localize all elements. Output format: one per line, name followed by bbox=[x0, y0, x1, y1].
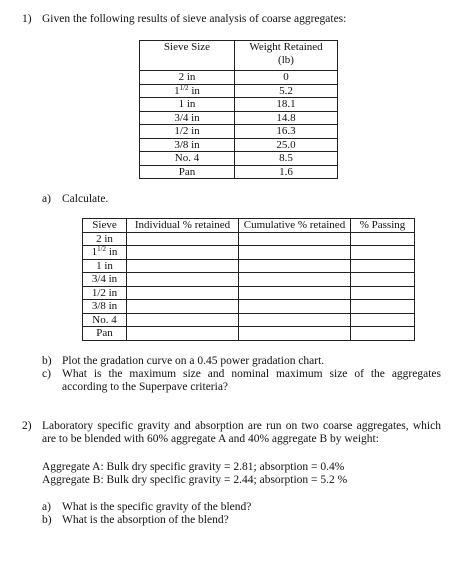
header-percent-passing: % Passing bbox=[351, 219, 415, 233]
header-cumulative-retained: Cumulative % retained bbox=[239, 219, 351, 233]
q1b-text: Plot the gradation curve on a 0.45 power gradation chart. bbox=[62, 355, 325, 367]
sieve-cell bbox=[83, 300, 127, 314]
percent-passing-cell[interactable] bbox=[351, 286, 415, 300]
aggregate-b-line: Aggregate B: Bulk dry specific gravity = 2.44; absorption = 5.2 % bbox=[42, 474, 348, 486]
weight-retained-cell: 5.2 bbox=[235, 84, 338, 98]
table-row bbox=[140, 165, 338, 179]
sieve-size-text: 1 bbox=[91, 246, 98, 258]
weight-retained-cell: 25.0 bbox=[235, 138, 338, 152]
sieve-size-text: 1/2 in bbox=[174, 125, 200, 137]
cumulative-retained-cell[interactable] bbox=[239, 327, 351, 341]
table-row bbox=[140, 84, 338, 98]
q1-prompt: Given the following results of sieve analysis of coarse aggregates: bbox=[42, 13, 347, 25]
table-row bbox=[83, 313, 415, 327]
weight-retained-cell: 0 bbox=[235, 71, 338, 85]
percent-passing-cell[interactable] bbox=[351, 273, 415, 287]
sieve-cell bbox=[83, 286, 127, 300]
sieve-analysis-table bbox=[139, 40, 338, 179]
table-row bbox=[83, 246, 415, 260]
weight-retained-cell: 1.6 bbox=[235, 165, 338, 179]
cumulative-retained-cell[interactable] bbox=[239, 259, 351, 273]
sieve-size-text: 3/4 in bbox=[91, 273, 118, 285]
q1-number: 1) bbox=[22, 13, 32, 25]
sieve-size-text: 1 bbox=[174, 84, 180, 97]
weight-retained-cell: 14.8 bbox=[235, 111, 338, 125]
sieve-size-cell bbox=[140, 84, 235, 98]
table-row bbox=[83, 300, 415, 314]
individual-retained-cell[interactable] bbox=[127, 232, 239, 246]
sieve-cell bbox=[83, 246, 127, 260]
sieve-cell bbox=[83, 232, 127, 246]
sieve-size-cell bbox=[140, 125, 235, 139]
sieve-unit-text: in bbox=[106, 246, 118, 258]
sieve-size-text: 2 in bbox=[96, 232, 113, 245]
sieve-size-text: 1 in bbox=[178, 98, 196, 110]
sieve-size-text: Pan bbox=[178, 165, 196, 178]
q2b-text: What is the absorption of the blend? bbox=[62, 514, 229, 526]
q2a-text: What is the specific gravity of the blend? bbox=[62, 501, 252, 513]
table-row bbox=[140, 152, 338, 166]
q2b-label: b) bbox=[42, 514, 52, 526]
sieve-size-cell bbox=[140, 71, 235, 85]
sieve-cell bbox=[83, 313, 127, 327]
cumulative-retained-cell[interactable] bbox=[239, 313, 351, 327]
sieve-size-cell bbox=[140, 98, 235, 112]
table-row bbox=[140, 125, 338, 139]
table-row bbox=[140, 111, 338, 125]
percent-passing-cell[interactable] bbox=[351, 327, 415, 341]
header-weight-label: Weight Retained bbox=[249, 41, 323, 53]
cumulative-retained-cell[interactable] bbox=[239, 273, 351, 287]
table-row bbox=[83, 259, 415, 273]
cumulative-retained-cell[interactable] bbox=[239, 232, 351, 246]
cumulative-retained-cell[interactable] bbox=[239, 286, 351, 300]
header-sieve-size: Sieve Size bbox=[140, 41, 235, 71]
q2a-label: a) bbox=[42, 501, 51, 513]
sieve-size-text: Pan bbox=[96, 327, 113, 339]
sieve-cell bbox=[83, 259, 127, 273]
individual-retained-cell[interactable] bbox=[127, 273, 239, 287]
sieve-size-text: 3/8 in bbox=[91, 300, 118, 312]
header-weight-retained bbox=[235, 41, 338, 71]
sieve-size-text: No. 4 bbox=[174, 152, 200, 164]
sieve-size-cell bbox=[140, 165, 235, 179]
cumulative-retained-cell[interactable] bbox=[239, 300, 351, 314]
sieve-unit-text: in bbox=[188, 84, 200, 97]
q1c-label: c) bbox=[42, 368, 51, 380]
header-individual-retained: Individual % retained bbox=[127, 219, 239, 233]
table-header-row bbox=[83, 219, 415, 233]
individual-retained-cell[interactable] bbox=[127, 300, 239, 314]
sieve-size-cell bbox=[140, 152, 235, 166]
weight-retained-cell: 16.3 bbox=[235, 125, 338, 139]
q1b-label: b) bbox=[42, 355, 52, 367]
weight-retained-cell: 18.1 bbox=[235, 98, 338, 112]
percent-passing-cell[interactable] bbox=[351, 313, 415, 327]
percent-passing-cell[interactable] bbox=[351, 259, 415, 273]
calculation-table bbox=[82, 218, 415, 341]
sieve-size-text: 3/8 in bbox=[174, 138, 200, 151]
table-row bbox=[83, 286, 415, 300]
sieve-size-text: No. 4 bbox=[92, 313, 117, 326]
table-row bbox=[83, 232, 415, 246]
q2-prompt: Laboratory specific gravity and absorption are run on two coarse aggregates, which are to be blended with 60% aggregate A and 40% aggregate B by weight: bbox=[42, 420, 441, 445]
sieve-size-cell bbox=[140, 111, 235, 125]
sieve-size-cell bbox=[140, 138, 235, 152]
sieve-cell bbox=[83, 327, 127, 341]
q1c-text: What is the maximum size and nominal maximum size of the aggregates according to the Superpave criteria? bbox=[62, 368, 441, 393]
individual-retained-cell[interactable] bbox=[127, 246, 239, 260]
sieve-size-text: 1/2 in bbox=[91, 286, 118, 299]
cumulative-retained-cell[interactable] bbox=[239, 246, 351, 260]
individual-retained-cell[interactable] bbox=[127, 313, 239, 327]
sieve-cell bbox=[83, 273, 127, 287]
percent-passing-cell[interactable] bbox=[351, 246, 415, 260]
individual-retained-cell[interactable] bbox=[127, 259, 239, 273]
header-sieve: Sieve bbox=[83, 219, 127, 233]
individual-retained-cell[interactable] bbox=[127, 286, 239, 300]
sieve-fraction-text: 1/2 bbox=[179, 83, 189, 92]
sieve-size-text: 3/4 in bbox=[174, 111, 200, 124]
table-header-row bbox=[140, 41, 338, 71]
sieve-size-text: 2 in bbox=[178, 71, 196, 83]
weight-retained-cell: 8.5 bbox=[235, 152, 338, 166]
q1a-label: a) bbox=[42, 193, 51, 205]
q2-number: 2) bbox=[22, 420, 32, 432]
percent-passing-cell[interactable] bbox=[351, 232, 415, 246]
table-row bbox=[140, 71, 338, 85]
sieve-size-text: 1 in bbox=[96, 259, 113, 272]
table-row bbox=[140, 98, 338, 112]
sieve-fraction-text: 1/2 bbox=[97, 245, 107, 253]
individual-retained-cell[interactable] bbox=[127, 327, 239, 341]
percent-passing-cell[interactable] bbox=[351, 300, 415, 314]
header-weight-unit: (lb) bbox=[278, 53, 294, 66]
q1a-text: Calculate. bbox=[62, 193, 109, 205]
table-row bbox=[140, 138, 338, 152]
table-row bbox=[83, 273, 415, 287]
aggregate-a-line: Aggregate A: Bulk dry specific gravity = 2.81; absorption = 0.4% bbox=[42, 461, 345, 473]
table-row bbox=[83, 327, 415, 341]
